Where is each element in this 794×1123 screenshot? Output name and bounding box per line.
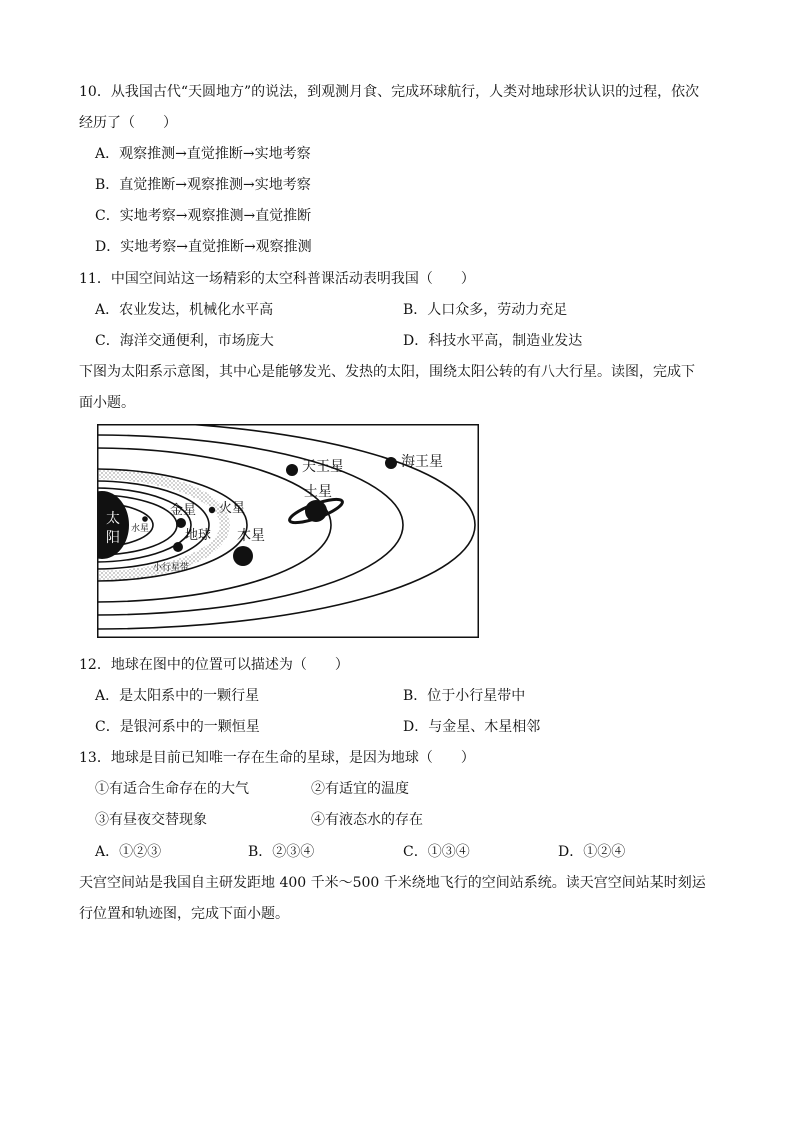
q10-option-d: D．实地考察→直觉推断→观察推测 bbox=[95, 239, 312, 255]
q10-option-b: B．直觉推断→观察推测→实地考察 bbox=[95, 177, 311, 193]
q13-option-c: C．①③④ bbox=[403, 844, 470, 860]
neptune-label: 海王星 bbox=[401, 454, 443, 470]
venus-label: 金星 bbox=[170, 503, 197, 518]
q12-option-d: D．与金星、木星相邻 bbox=[403, 719, 541, 735]
q11-option-b: B．人口众多，劳动力充足 bbox=[403, 302, 568, 318]
q13-option-b: B．②③④ bbox=[248, 844, 315, 860]
mercury-label: 水星 bbox=[131, 524, 150, 534]
intro1-line1: 下图为太阳系示意图，其中心是能够发光、发热的太阳，围绕太阳公转的有八大行星。读图，完成下 bbox=[79, 364, 695, 380]
asteroid-belt-label: 小行星带 bbox=[153, 563, 190, 573]
q12-stem: 12．地球在图中的位置可以描述为（ ） bbox=[79, 657, 349, 673]
earth-planet bbox=[173, 542, 183, 552]
jupiter-planet bbox=[233, 546, 253, 566]
q10-stem-line2: 经历了（ ） bbox=[79, 115, 177, 131]
q10-stem-line1: 10．从我国古代“天圆地方”的说法，到观测月食、完成环球航行，人类对地球形状认识的过程，依次 bbox=[79, 84, 700, 100]
q13-option-d: D．①②④ bbox=[558, 844, 626, 860]
q11-option-a: A．农业发达，机械化水平高 bbox=[95, 302, 274, 318]
q13-item-2: ②有适宜的温度 bbox=[311, 781, 409, 797]
solar-system-svg bbox=[97, 424, 479, 638]
intro2-line2: 行位置和轨迹图，完成下面小题。 bbox=[79, 906, 289, 922]
solar-system-diagram bbox=[97, 424, 479, 638]
mars-planet bbox=[209, 507, 215, 513]
q13-item-3: ③有昼夜交替现象 bbox=[95, 812, 207, 828]
q12-option-b: B．位于小行星带中 bbox=[403, 688, 526, 704]
q13-item-1: ①有适合生命存在的大气 bbox=[95, 781, 249, 797]
intro2-line1: 天宫空间站是我国自主研发距地 400 千米～500 千米绕地飞行的空间站系统。读天宫空间站某时刻运 bbox=[79, 875, 706, 891]
saturn-planet bbox=[305, 500, 327, 522]
neptune-planet bbox=[385, 457, 397, 469]
sun-label-2: 阳 bbox=[106, 530, 120, 546]
venus-planet bbox=[176, 518, 186, 528]
uranus-label: 天王星 bbox=[302, 459, 344, 475]
q10-option-a: A．观察推测→直觉推断→实地考察 bbox=[95, 146, 311, 162]
q11-option-d: D．科技水平高，制造业发达 bbox=[403, 333, 583, 349]
saturn-label: 土星 bbox=[304, 484, 332, 500]
mars-label: 火星 bbox=[219, 501, 246, 516]
q13-stem: 13．地球是目前已知唯一存在生命的星球，是因为地球（ ） bbox=[79, 750, 475, 766]
mercury-planet bbox=[142, 516, 148, 522]
q12-option-a: A．是太阳系中的一颗行星 bbox=[95, 688, 260, 704]
q13-item-4: ④有液态水的存在 bbox=[311, 812, 423, 828]
intro1-line2: 面小题。 bbox=[79, 395, 135, 411]
earth-label: 地球 bbox=[185, 528, 212, 543]
q11-option-c: C．海洋交通便利，市场庞大 bbox=[95, 333, 274, 349]
sun-label-1: 太 bbox=[106, 511, 120, 527]
q11-stem: 11．中国空间站这一场精彩的太空科普课活动表明我国（ ） bbox=[79, 271, 475, 287]
jupiter-label: 木星 bbox=[237, 528, 265, 544]
q10-option-c: C．实地考察→观察推测→直觉推断 bbox=[95, 208, 312, 224]
q13-option-a: A．①②③ bbox=[95, 844, 162, 860]
q12-option-c: C．是银河系中的一颗恒星 bbox=[95, 719, 260, 735]
uranus-planet bbox=[286, 464, 298, 476]
